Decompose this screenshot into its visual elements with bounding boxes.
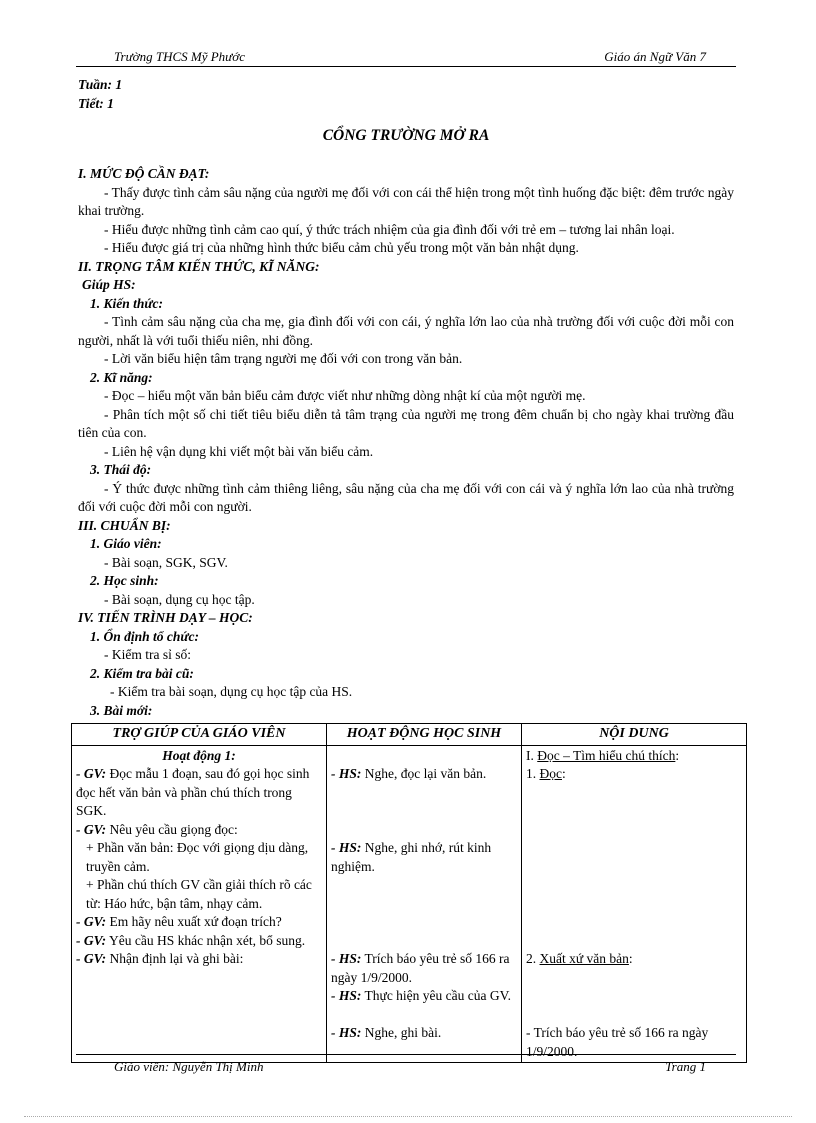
col-header-teacher: TRỢ GIÚP CỦA GIÁO VIÊN — [72, 724, 327, 746]
lesson-title: CỔNG TRƯỜNG MỞ RA — [322, 127, 490, 144]
content-column-cell — [522, 745, 747, 1063]
org-heading: 1. Ổn định tổ chức: — [90, 628, 199, 644]
hs-step: - HS: Nghe, ghi bài. — [331, 1025, 442, 1040]
hs-step: - HS: Trích báo yêu trẻ số 166 ra ngày 1/9/2000. — [331, 951, 510, 985]
attitude-item: - Ý thức được những tình cảm thiêng liêng, sâu nặng của cha mẹ đối với con cái và ý nghĩa lớn lao của nhà trường đối với cuộc đời mỗi con người. — [78, 480, 734, 514]
section3-heading: III. CHUẨN BỊ: — [78, 517, 171, 533]
knowledge-item: - Lời văn biểu hiện tâm trạng người mẹ đối với con trong văn bản. — [104, 351, 463, 366]
teacher-column-cell — [72, 745, 327, 1063]
knowledge-heading: 1. Kiến thức: — [90, 295, 163, 311]
table-row — [72, 745, 747, 1063]
org-item: - Kiểm tra sỉ số: — [104, 647, 191, 662]
gv-step: - GV: Đọc mẫu 1 đoạn, sau đó gọi học sinh đọc hết văn bản và phần chú thích trong SGK. — [76, 766, 310, 818]
hs-step: - HS: Nghe, ghi nhớ, rút kinh nghiệm. — [331, 840, 492, 874]
section1-item: - Hiểu được những tình cảm cao quí, ý thức trách nhiệm của gia đình đối với trẻ em – tương lai nhân loại. — [104, 221, 675, 237]
page-header — [76, 48, 736, 67]
section1-heading: I. MỨC ĐỘ CẦN ĐẠT: — [78, 166, 210, 181]
section2-heading: II. TRỌNG TÂM KIẾN THỨC, KĨ NĂNG: — [78, 258, 320, 274]
attitude-heading: 3. Thái độ: — [90, 462, 152, 477]
content-subheading: 2. Xuất xứ văn bản: — [526, 951, 633, 966]
newlesson-heading: 3. Bài mới: — [90, 702, 153, 718]
gv-step: - GV: Em hãy nêu xuất xứ đoạn trích? — [76, 914, 282, 929]
lesson-label: Tiết: 1 — [78, 95, 114, 111]
col-header-student: HOẠT ĐỘNG HỌC SINH — [327, 724, 522, 746]
gv-substep: + Phần văn bản: Đọc với giọng dịu dàng, truyền cảm. — [86, 840, 309, 874]
lesson-activity-table — [71, 723, 747, 1063]
content-heading: I. Đọc – Tìm hiểu chú thích: — [526, 747, 680, 763]
page-bottom-divider — [24, 1116, 792, 1117]
footer-page-number: Trang 1 — [665, 1059, 706, 1074]
teacher-prep-item: - Bài soạn, SGK, SGV. — [104, 554, 228, 570]
student-column-cell — [327, 745, 522, 1063]
gv-step: - GV: Yêu cầu HS khác nhận xét, bổ sung. — [76, 932, 306, 948]
header-subject: Giáo án Ngữ Văn 7 — [604, 49, 706, 64]
gv-step: - GV: Nhận định lại và ghi bài: — [76, 951, 244, 966]
skills-item: - Đọc – hiểu một văn bản biểu cảm được viết như những dòng nhật kí của một người mẹ. — [104, 388, 586, 403]
content-subheading: 1. Đọc: — [526, 766, 566, 781]
activity-label: Hoạt động 1: — [162, 747, 236, 763]
student-prep-heading: 2. Học sinh: — [90, 573, 159, 588]
check-heading: 2. Kiểm tra bài cũ: — [90, 665, 194, 681]
content-note: - Trích báo yêu trẻ số 166 ra ngày 1/9/2000. — [526, 1025, 709, 1059]
table-header-row — [72, 724, 747, 746]
gv-step: - GV: Nêu yêu cầu giọng đọc: — [76, 821, 238, 837]
section1-item: - Thấy được tình cảm sâu nặng của người mẹ đối với con cái thể hiện trong một tình huống đặc biệt: đêm trước ngày khai trường. — [78, 184, 734, 218]
page-footer — [76, 1054, 736, 1077]
col-header-content: NỘI DUNG — [522, 724, 747, 746]
check-item: - Kiểm tra bài soạn, dụng cụ học tập của HS. — [110, 684, 353, 699]
skills-heading: 2. Kĩ năng: — [90, 369, 153, 385]
header-school: Trường THCS Mỹ Phước — [114, 49, 245, 64]
section2-intro: Giúp HS: — [82, 277, 136, 292]
section1-item: - Hiểu được giá trị của những hình thức biểu cảm chủ yếu trong một văn bản nhật dụng. — [104, 240, 579, 255]
hs-step: - HS: Thực hiện yêu cầu của GV. — [331, 988, 512, 1003]
gv-substep: + Phần chú thích GV cần giải thích rõ các từ: Háo hức, bận tâm, nhạy cảm. — [86, 877, 312, 911]
teacher-prep-heading: 1. Giáo viên: — [90, 536, 162, 551]
footer-teacher: Giáo viên: Nguyễn Thị Minh — [114, 1059, 264, 1074]
hs-step: - HS: Nghe, đọc lại văn bản. — [331, 766, 487, 781]
skills-item: - Phân tích một số chi tiết tiêu biểu diễn tả tâm trạng của người mẹ trong đêm chuẩn bị cho ngày khai trường đầu tiên của con. — [78, 406, 734, 440]
skills-item: - Liên hệ vận dụng khi viết một bài văn biểu cảm. — [104, 443, 374, 459]
lesson-content — [78, 76, 734, 720]
section4-heading: IV. TIẾN TRÌNH DẠY – HỌC: — [78, 610, 253, 625]
student-prep-item: - Bài soạn, dụng cụ học tập. — [104, 591, 255, 607]
week-label: Tuần: 1 — [78, 77, 123, 92]
knowledge-item: - Tình cảm sâu nặng của cha mẹ, gia đình đối với con cái, ý nghĩa lớn lao của nhà trường đối với cuộc đời mỗi con người, nhất là với tuổi thiếu niên, nhi đồng. — [78, 314, 734, 348]
